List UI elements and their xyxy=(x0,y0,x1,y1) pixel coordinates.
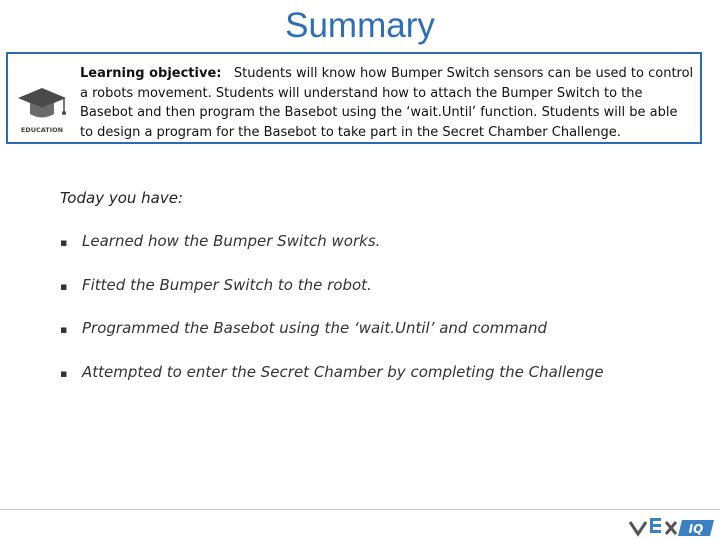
iq-badge-text: IQ xyxy=(688,522,704,536)
square-bullet-icon: ▪ xyxy=(60,236,68,249)
bullet-text: Fitted the Bumper Switch to the robot. xyxy=(82,275,372,294)
vex-iq-logo xyxy=(628,512,716,538)
objective-text: Students will know how Bumper Switch sensors can be used to control a robots movement. Students will understand how to attach the Bumper Switch to the Basebot and then program the Basebot using the ‘wait.Until’ function. Students will be able to design a program for the Basebot to take part in the Secret Chamber Challenge. xyxy=(80,66,694,140)
graduation-cap-icon xyxy=(14,76,70,134)
objective-label: Learning objective: xyxy=(80,66,222,81)
bullet-text: Learned how the Bumper Switch works. xyxy=(82,232,381,250)
education-caption: EDUCATION xyxy=(20,126,64,134)
bullet-text: Programmed the Basebot using the ‘wait.Until’ and command xyxy=(82,319,548,337)
footer-divider xyxy=(0,509,720,510)
summary-bullet-list xyxy=(60,232,604,406)
list-item xyxy=(60,276,604,320)
objective-paragraph xyxy=(80,64,694,142)
bullet-text: Attempted to enter the Secret Chamber by completing the Challenge xyxy=(82,362,604,381)
learning-objective-box xyxy=(6,52,702,144)
list-item xyxy=(60,363,604,407)
slide-title: Summary xyxy=(285,6,435,45)
square-bullet-icon: ▪ xyxy=(60,279,68,293)
square-bullet-icon: ▪ xyxy=(60,366,68,380)
list-item xyxy=(60,232,604,276)
intro-text: Today you have: xyxy=(60,189,184,207)
square-bullet-icon: ▪ xyxy=(60,323,68,336)
list-item xyxy=(60,319,604,363)
